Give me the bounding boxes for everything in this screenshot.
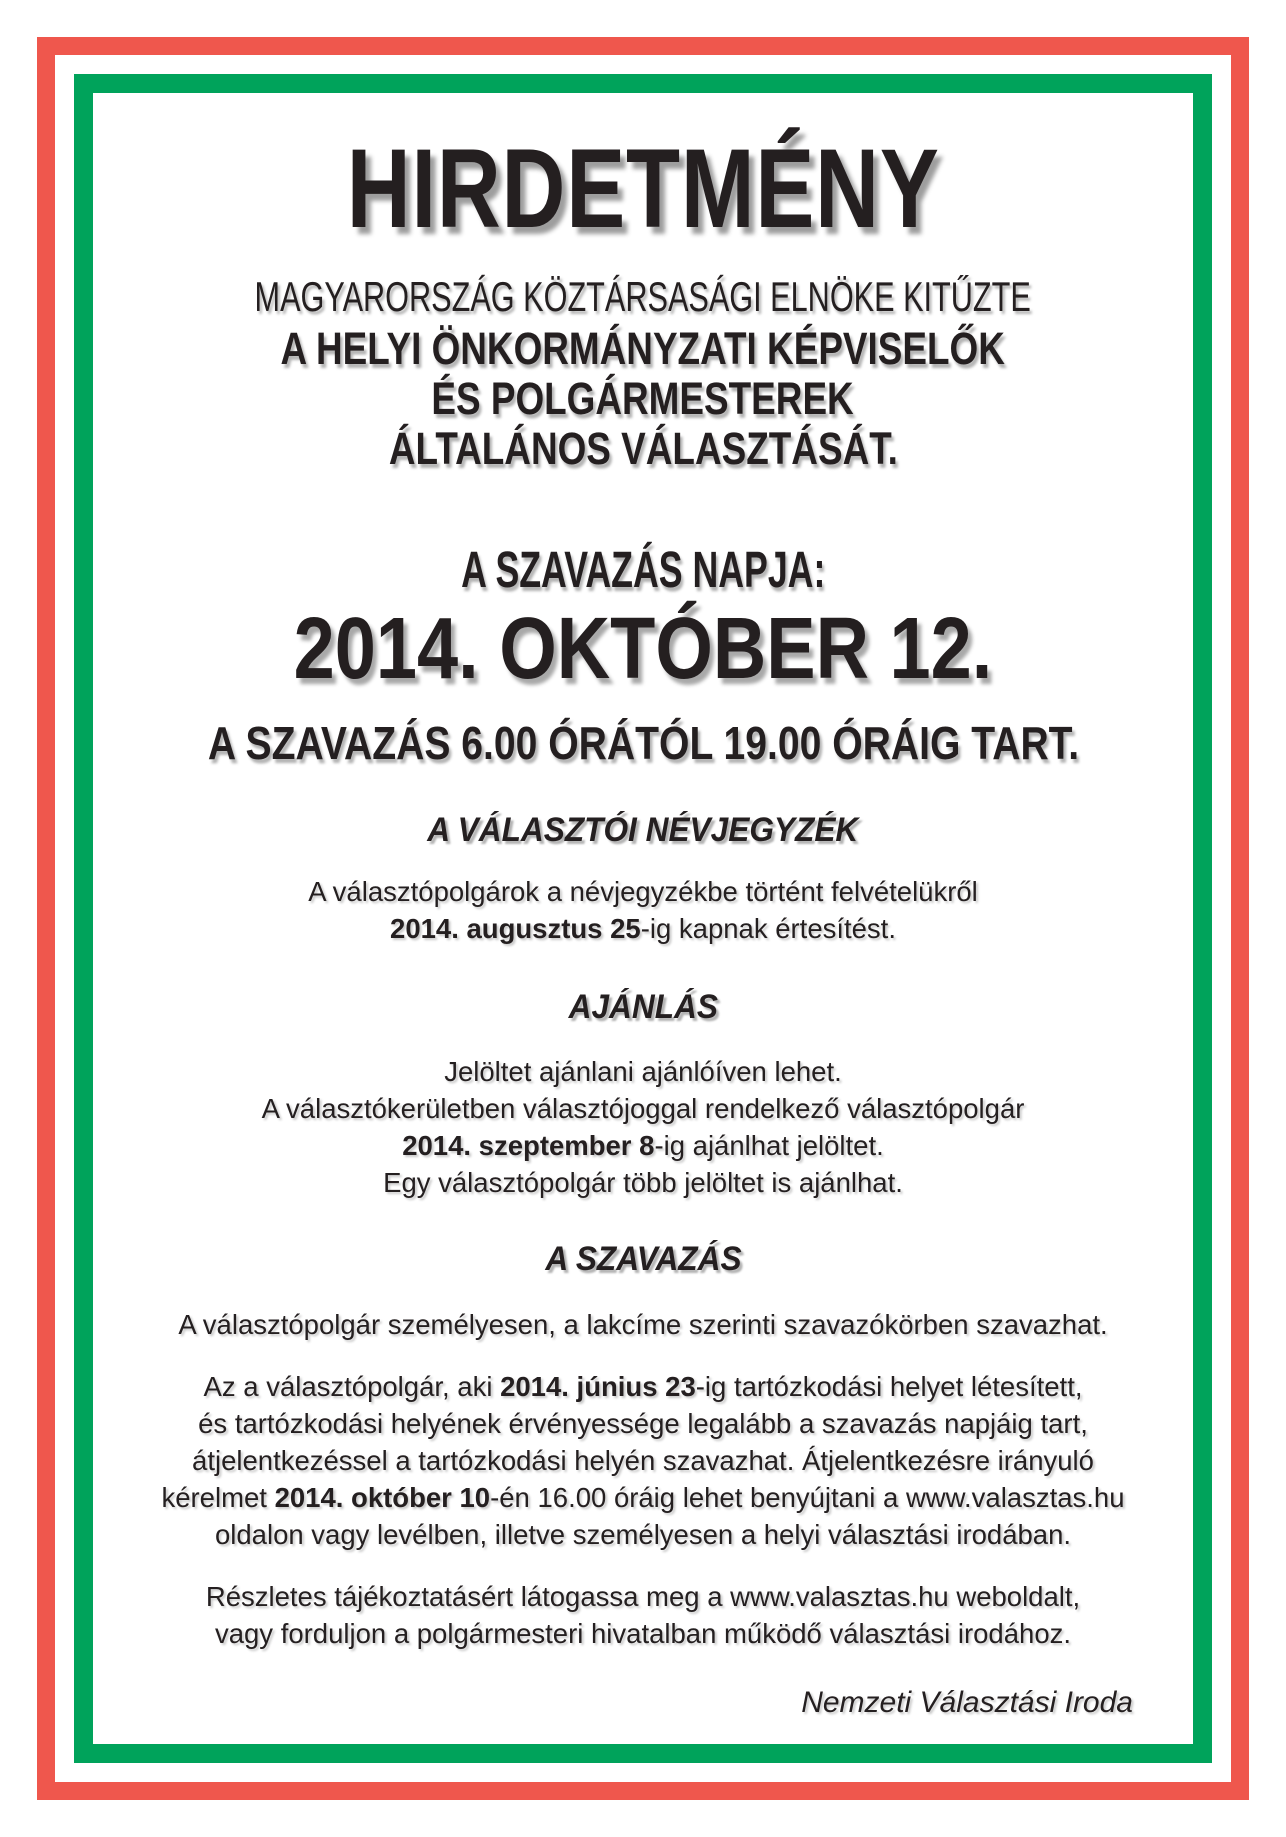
body-line (113, 1127, 1173, 1164)
kicker-line: MAGYARORSZÁG KÖZTÁRSASÁGI ELNÖKE KITŰZTE (254, 273, 1032, 320)
body-line (113, 910, 1173, 947)
body-line (113, 1164, 1173, 1201)
subject-line-2: ÉS POLGÁRMESTEREK (431, 373, 855, 425)
credit-row (113, 1685, 1173, 1721)
frame-red-border (37, 37, 1249, 1800)
line-text: átjelentkezéssel a tartózkodási helyén szavazhat. Átjelentkezésre irányuló (192, 1445, 1094, 1477)
voting-hours-line: A SZAVAZÁS 6.00 ÓRÁTÓL 19.00 ÓRÁIG TART. (207, 716, 1079, 769)
line-bold-text: 2014. június 23 (500, 1371, 696, 1403)
body-line (113, 1479, 1173, 1516)
credit-signature: Nemzeti Választási Iroda (801, 1686, 1133, 1720)
subject-line-3: ÁLTALÁNOS VÁLASZTÁSÁT. (388, 423, 898, 475)
section-heading-voting: A SZAVAZÁS (544, 1240, 742, 1279)
voting-day-date: 2014. OKTÓBER 12. (293, 599, 993, 697)
subject-block (113, 324, 1173, 474)
body-line (113, 1306, 1173, 1343)
frame-green-border (74, 74, 1212, 1763)
line-text: és tartózkodási helyének érvényessége legalább a szavazás napjáig tart, (198, 1408, 1088, 1440)
voting-day-label: A SZAVAZÁS NAPJA: (460, 541, 826, 599)
poster-title: HIRDETMÉNY (346, 126, 940, 251)
body-line (113, 1615, 1173, 1652)
subject-line-1: A HELYI ÖNKORMÁNYZATI KÉPVISELŐK (280, 323, 1006, 375)
nomination-paragraph (113, 1053, 1173, 1201)
line-text: A választókerületben választójoggal rendelkező választópolgár (261, 1093, 1025, 1125)
line-text: Jelöltet ajánlani ajánlóíven lehet. (444, 1056, 842, 1088)
body-line (113, 1090, 1173, 1127)
line-text: Az a választópolgár, aki (203, 1371, 501, 1403)
body-line (113, 1368, 1173, 1405)
frame-white-gap (55, 55, 1231, 1782)
voting-paragraph-3 (113, 1578, 1173, 1652)
section-heading-register: A VÁLASZTÓI NÉVJEGYZÉK (427, 810, 859, 849)
body-line (113, 1405, 1173, 1442)
line-bold-text: 2014. október 10 (274, 1482, 491, 1514)
body-line (113, 1442, 1173, 1479)
body-line (113, 1578, 1173, 1615)
voting-paragraph-2 (113, 1368, 1173, 1553)
line-text: oldalon vagy levélben, illetve személyesen a helyi választási irodában. (214, 1519, 1072, 1551)
line-text: Egy választópolgár több jelöltet is ajánlhat. (383, 1167, 903, 1199)
line-text: kérelmet (161, 1482, 275, 1514)
line-text: vagy forduljon a polgármesteri hivatalban működő választási irodához. (214, 1618, 1072, 1650)
body-line (113, 1053, 1173, 1090)
body-line (113, 1516, 1173, 1553)
line-bold-text: 2014. szeptember 8 (402, 1130, 655, 1162)
poster-content (93, 126, 1193, 1784)
line-text: Részletes tájékoztatásért látogassa meg a www.valasztas.hu weboldalt, (205, 1581, 1081, 1613)
line-bold-text: 2014. augusztus 25 (390, 912, 641, 944)
line-text: -ig kapnak értesítést. (640, 912, 896, 944)
register-paragraph (113, 873, 1173, 947)
line-text: -ig ajánlhat jelöltet. (654, 1130, 884, 1162)
line-text: A választópolgár személyesen, a lakcíme szerinti szavazókörben szavazhat. (178, 1309, 1108, 1341)
body-line (113, 873, 1173, 910)
voting-paragraph-1 (113, 1306, 1173, 1343)
line-text: -ig tartózkodási helyet létesített, (695, 1371, 1083, 1403)
section-heading-nomination: AJÁNLÁS (568, 987, 718, 1026)
line-text: A választópolgárok a névjegyzékbe történt felvételükről (308, 875, 978, 907)
line-text: -én 16.00 óráig lehet benyújtani a www.valasztas.hu (490, 1482, 1125, 1514)
